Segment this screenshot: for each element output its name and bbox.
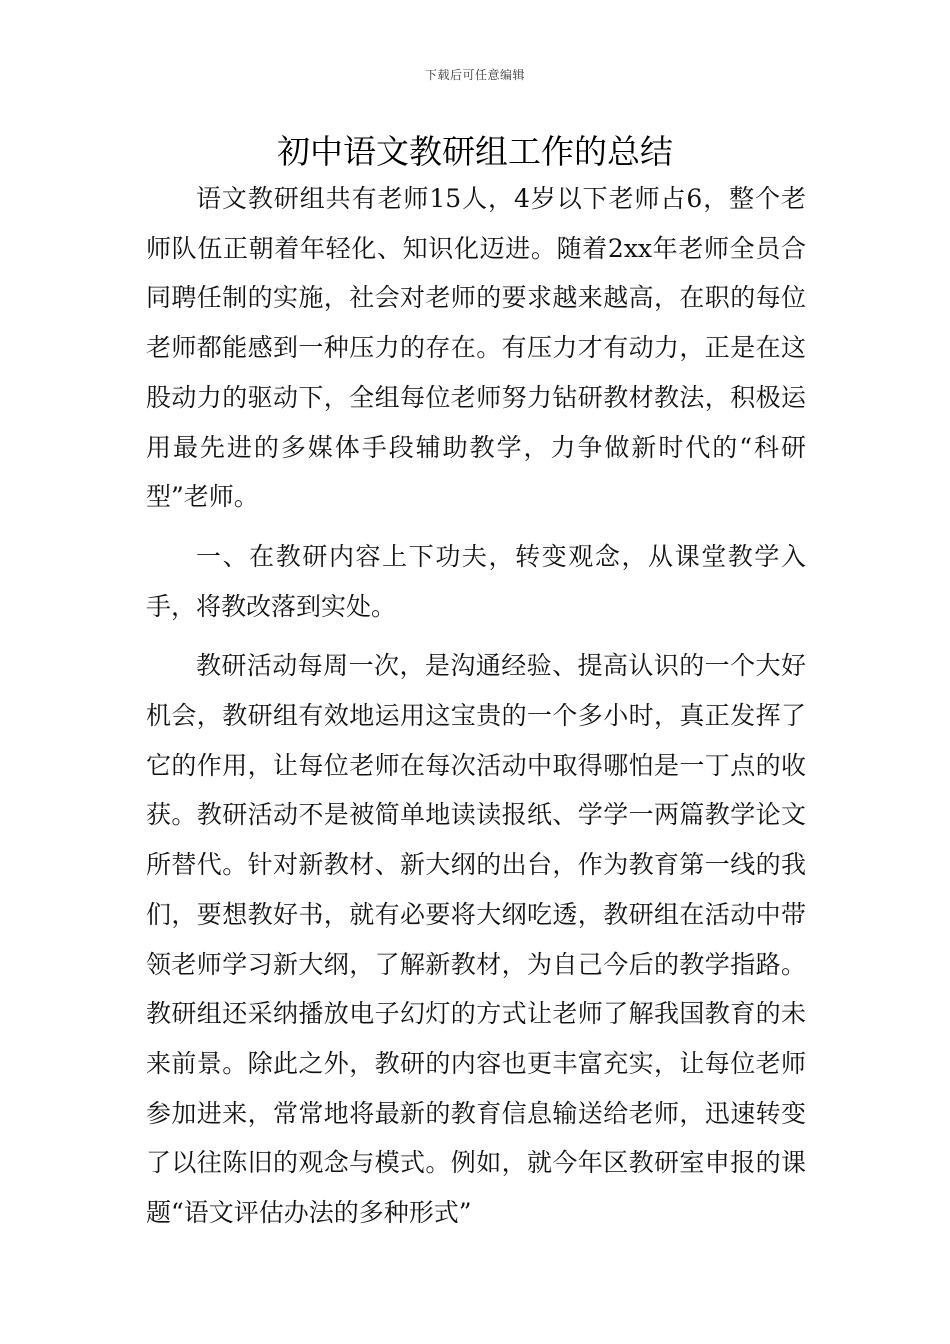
document-body [146,174,806,1238]
header-note: 下载后可任意编辑 [424,68,525,82]
document-title: 初中语文教研组工作的总结 [277,132,673,171]
paragraph-research-activity: 教研活动每周一次，是沟通经验、提高认识的一个大好机会，教研组有效地运用这宝贵的一个多小时，真正发挥了它的作用，让每位老师在每次活动中取得哪怕是一丁点的收获。教研活动不是被简单地读读报纸、学学一两篇教学论文所替代。针对新教材、新大纲的出台，作为教育第一线的我们，要想教好书，就有必要将大纲吃透，教研组在活动中带领老师学习新大纲，了解新教材，为自己今后的教学指路。教研组还采纳播放电子幻灯的方式让老师了解我国教育的未来前景。除此之外，教研的内容也更丰富充实，让每位老师参加进来，常常地将最新的教育信息输送给老师，迅速转变了以往陈旧的观念与模式。例如，就今年区教研室申报的课题“语文评估办法的多种形式” [146,651,806,1228]
paragraph-section-heading: 一、在教研内容上下功夫，转变观念，从课堂教学入手，将教改落到实处。 [146,541,806,621]
paragraph-intro: 语文教研组共有老师15人，4岁以下老师占6，整个老师队伍正朝着年轻化、知识化迈进。随着2xx年老师全员合同聘任制的实施，社会对老师的要求越来越高，在职的每位老师都能感到一种压力的存在。有压力才有动力，正是在这股动力的驱动下，全组每位老师努力钻研教材教法，积极运用最先进的多媒体手段辅助教学，力争做新时代的“科研型”老师。 [146,184,806,512]
